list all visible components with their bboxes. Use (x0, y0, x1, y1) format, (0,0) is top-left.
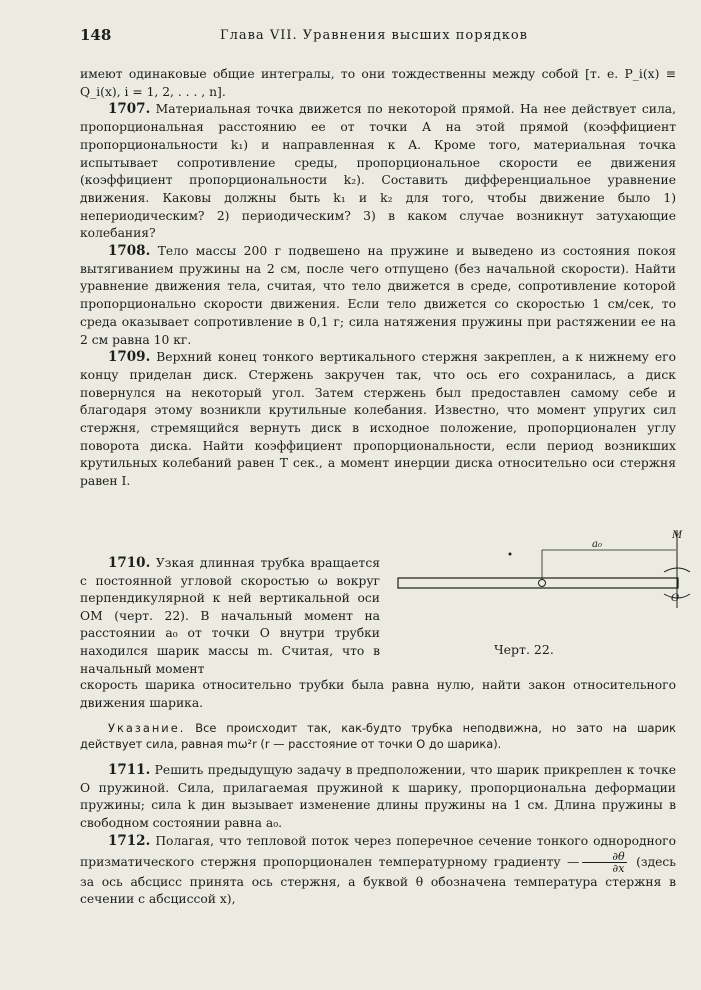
text-block-bottom (80, 762, 676, 909)
ball-mark (539, 580, 546, 587)
problem-1712 (80, 833, 676, 909)
problem-text: Решить предыдущую задачу в предположении, что шарик прикреплен к точке O пружиной. Сила, прилагаемая пружиной к шарику, пропорциональна деформации пружины; сила k дин вызывает изменение длины пружины на 1 см. Длина пружины в свободном состоянии равна a₀. (80, 763, 676, 831)
figure-caption: Черт. 22. (494, 642, 554, 657)
running-head: Глава VII. Уравнения высших порядков (220, 28, 528, 43)
problem-number: 1709. (108, 349, 151, 366)
problem-number: 1710. (108, 555, 151, 571)
problem-number: 1708. (108, 243, 151, 260)
point-label-o: O (671, 593, 680, 604)
problem-number: 1707. (108, 101, 151, 118)
problem-1710 (80, 555, 380, 678)
figure-22 (392, 528, 692, 668)
continuation-paragraph: имеют одинаковые общие интегралы, то они тождественны между собой [т. е. P_i(x) ≡ Q_i(x), i = 1, 2, . . . , n]. (80, 67, 676, 99)
problem-text: Верхний конец тонкого вертикального стержня закреплен, а к нижнему его концу приделан диск. Стержень закручен так, что ось его сохранилась, а диск повернулся на некоторый угол. Затем стержень был предоставлен самому себе и благодаря этому возникли крутильные колебания. Известно, что момент упругих сил стержня, стремящийся вернуть диск в исходное положение, пропорционален углу поворота диска. Найти коэффициент пропорциональности, если период возникших крутильных колебаний равен T сек., а момент инерции диска относительно оси стержня равен I. (80, 350, 676, 489)
problem-text-a: Полагая, что тепловой поток через поперечное сечение тонкого однородного призматического стержня пропорционален температурному градиенту — (80, 833, 676, 869)
problem-number: 1712. (108, 832, 151, 849)
text-block-top (80, 66, 676, 491)
fraction-denominator: ∂x (612, 861, 625, 875)
problem-1711 (80, 762, 676, 833)
problem-text: Материальная точка движется по некоторой прямой. На нее действует сила, пропорциональная расстоянию ее от точки A на этой прямой (коэффициент пропорциональности k₁) и направленная к A. Кроме того, материальная точка испытывает сопротивление среды, пропорциональное скорости ее движения (коэффициент пропорциональности k₂). Составить дифференциальное уравнение движения. Каковы должны быть k₁ и k₂ для того, чтобы движение было 1) непериодическим? 2) периодическим? 3) в каком случае возникнут затухающие колебания? (80, 102, 676, 241)
tube-diagram (392, 528, 692, 638)
fraction-numerator: ∂θ (582, 851, 626, 863)
problem-text: Узкая длинная трубка вращается с постоянной угловой скоростью ω вокруг перпендикулярной к ней вертикальной оси OM (черт. 22). В начальный момент на расстоянии a₀ от точки O внутри трубки находился шарик массы m. Считая, что в начальный момент (80, 556, 380, 676)
axis-label-m: M (672, 530, 683, 541)
hint-note (80, 721, 676, 752)
distance-label-a0: a₀ (592, 539, 602, 550)
page-number: 148 (80, 26, 112, 44)
problem-text: Тело массы 200 г подвешено на пружине и выведено из состояния покоя вытягиванием пружины на 2 см, после чего отпущено (без начальной скорости). Найти уравнение движения тела, считая, что тело движется в среде, сопротивление которой пропорционально скорости движения. Если тело движется со скоростью 1 см/сек, то среда оказывает сопротивление в 0,1 г; сила натяжения пружины при растяжении ее на 2 см равна 10 кг. (80, 244, 676, 347)
problem-text-b: (здесь за ось абсцисс принята ось стержня, а буквой θ обозначена температура стержня в сечении с абсциссой x), (80, 854, 676, 907)
page-header (80, 26, 676, 46)
hint-label: Указание. (108, 721, 186, 735)
problem-number: 1711. (108, 762, 151, 778)
problem-1707 (80, 101, 676, 243)
hint-text: Все происходит так, как-будто трубка неподвижна, но зато на шарик действует сила, равная mω²r (r — расстояние от точки O до шарика). (80, 721, 676, 751)
problem-1709 (80, 349, 676, 491)
problem-1708 (80, 243, 676, 349)
dot-mark (509, 553, 512, 556)
problem-1710-tail: скорость шарика относительно трубки была равна нулю, найти закон относительного движения шарика. (80, 678, 676, 710)
gradient-fraction (582, 851, 626, 874)
